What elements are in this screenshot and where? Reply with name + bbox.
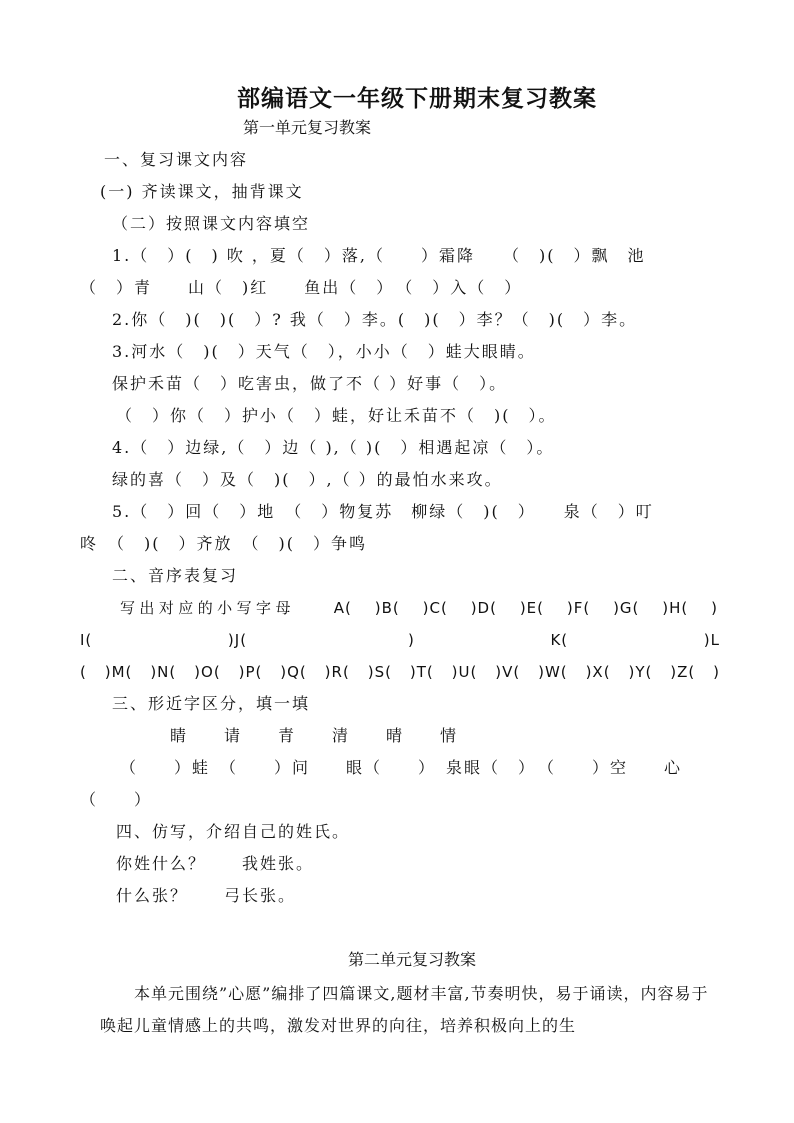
fill-blanks-line-1: （ ）蛙 （ ）问 眼（ ） 泉眼（ ） （ ）空 心: [120, 758, 683, 777]
page-title: 部编语文一年级下册期末复习教案: [237, 86, 597, 112]
alphabet-line-3: ( )M( )N( )O( )P( )Q( )R( )S( )T( )U( )V( )W( )X( )Y( )Z( ): [80, 663, 720, 681]
section-2-heading: 二、音序表复习: [112, 566, 239, 585]
similar-characters: 睛 请 青 清 晴 情: [170, 726, 459, 745]
unit2-paragraph: 本单元围绕”心愿”编排了四篇课文,题材丰富,节奏明快，易于诵读，内容易于唤起儿童情感上的共鸣，激发对世界的向往，培养积极向上的生: [100, 984, 709, 1035]
question-1-line-2: （ ）青 山（ )红 鱼出（ ） （ ）入（ ）: [80, 278, 523, 297]
alphabet-line-1: 写出对应的小写字母 A( )B( )C( )D( )E( )F( )G( )H( ): [120, 599, 718, 617]
question-3-line-3: （ ）你（ ）护小（ ）蛙，好让禾苗不（ )( ）。: [116, 406, 557, 425]
question-4-line-2: 绿的喜（ ）及（ )( ）,（ ）的最怕水来攻。: [112, 470, 503, 489]
question-3-line-1: 3.河水（ )( ）天气（ ），小小（ ）蛙大眼睛。: [112, 342, 536, 361]
subsection-1: (一) 齐读课文，抽背课文: [100, 182, 304, 201]
fill-blanks-line-2: （ ）: [80, 790, 153, 809]
unit2-heading: 第二单元复习教案: [348, 950, 477, 969]
section-4-heading: 四、仿写，介绍自己的姓氏。: [116, 822, 351, 841]
question-5-line-1: 5.（ ）回（ ）地 （ ）物复苏 柳绿（ )( ） 泉（ ）叮: [112, 502, 654, 521]
unit1-heading: 第一单元复习教案: [243, 118, 372, 137]
example-line-1: 你姓什么？ 我姓张。: [116, 854, 315, 873]
example-line-2: 什么张？ 弓长张。: [116, 886, 297, 905]
section-1-heading: 一、复习课文内容: [104, 150, 249, 169]
alphabet-line-2: I( )J( ) K( )L: [80, 631, 720, 649]
question-4-line-1: 4.（ ）边绿,（ ）边（ ),（ )( ）相遇起凉（ ）。: [112, 438, 555, 457]
section-3-heading: 三、形近字区分，填一填: [112, 694, 311, 713]
question-2: 2.你（ )( )( ）? 我（ ）李。( )( ）李？（ )( ）李。: [112, 310, 638, 329]
question-5-line-2: 咚 （ )( ）齐放 （ )( ）争鸣: [80, 534, 367, 553]
question-3-line-2: 保护禾苗（ ）吃害虫，做了不（ ）好事（ ）。: [112, 374, 508, 393]
question-1-line-1: 1.（ ）( ) 吹 ，夏（ ）落,（ ）霜降 （ )( ）飘 池: [112, 246, 646, 265]
subsection-2: （二）按照课文内容填空: [112, 214, 311, 233]
